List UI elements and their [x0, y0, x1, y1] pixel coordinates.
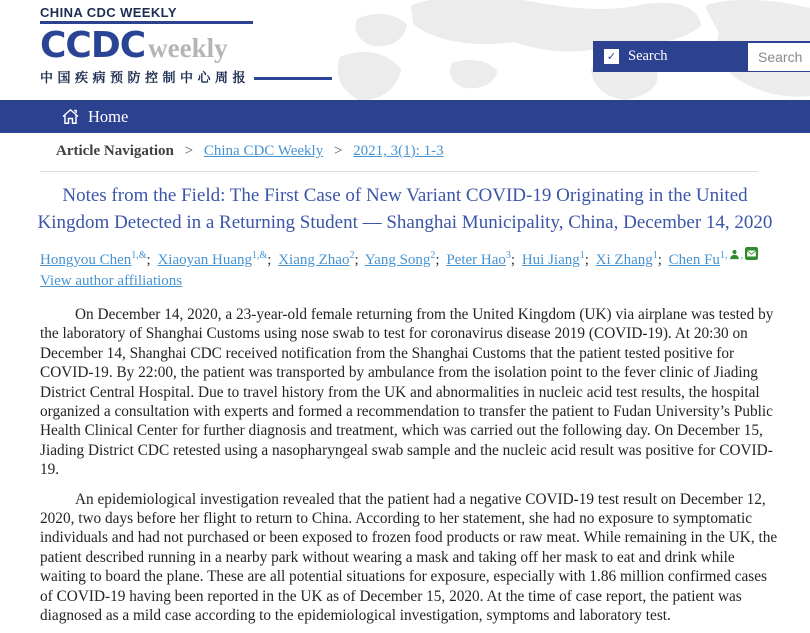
- author-separator: ;: [146, 252, 151, 268]
- author-link[interactable]: Hui Jiang: [521, 252, 580, 268]
- article-title: Notes from the Field: The First Case of New Variant COVID-19 Originating in the United Kingdom Detected in a Returning Student — Shanghai Municipality, China, December 14, 2020: [37, 185, 773, 233]
- main-navbar: [0, 100, 810, 133]
- author-separator: ;: [584, 252, 589, 268]
- author: [157, 252, 274, 268]
- author-superscript: 1,: [719, 250, 728, 261]
- breadcrumb-link-journal[interactable]: China CDC Weekly: [203, 143, 324, 159]
- author-separator: ;: [435, 252, 440, 268]
- home-icon: [61, 107, 80, 126]
- author-list: [40, 245, 782, 271]
- author-link[interactable]: Xiang Zhao: [278, 252, 350, 268]
- search-checkbox-label: Search: [628, 48, 668, 64]
- author-link[interactable]: Xi Zhang: [595, 252, 653, 268]
- author-link[interactable]: Hongyou Chen: [40, 252, 132, 268]
- logo-ccdc-text: CCDC: [40, 25, 146, 66]
- logo-underline: [254, 77, 332, 80]
- breadcrumb: [0, 133, 810, 168]
- author-superscript: 1: [579, 250, 585, 261]
- article-body: [40, 305, 780, 626]
- masthead-underline: [40, 21, 253, 24]
- author-superscript: 1,&: [252, 250, 268, 261]
- author-superscript: 3: [505, 250, 511, 261]
- author: [40, 252, 154, 268]
- author-superscript: 2: [349, 250, 355, 261]
- corresponding-author-icon: [727, 252, 740, 268]
- author: [365, 252, 443, 268]
- affiliations-row: [40, 273, 782, 290]
- author-corresponding: [669, 252, 758, 268]
- nav-home-label: Home: [88, 106, 129, 126]
- view-author-affiliations-link[interactable]: View author affiliations: [40, 273, 183, 289]
- author-link[interactable]: Peter Hao: [446, 252, 506, 268]
- author-separator: ;: [267, 252, 272, 268]
- breadcrumb-separator: >: [333, 143, 343, 159]
- author: [278, 252, 361, 268]
- author-separator: ;: [510, 252, 516, 268]
- author-superscript: 2: [430, 250, 436, 261]
- paragraph: An epidemiological investigation revealed that the patient had a negative COVID-19 test result on December 12, 2020, two days before her flight to return to China. According to her statement, she had no exposure to symptomatic individuals and had not purchased or been exposed to frozen food products or raw meat. While remaining in the UK, the patient described running in a nearby park without wearing a mask and taking off her mask to eat and drink while waiting to board the plane. These are all potential situations for exposure, especially with 1.86 million confirmed cases of COVID-19 having been reported in the UK as of December 15, 2020. At the time of case report, the patient was diagnosed as a mild case according to the epidemiological investigation, symptoms and laboratory test.: [40, 490, 778, 625]
- search-input[interactable]: [748, 43, 810, 71]
- breadcrumb-link-issue[interactable]: 2021, 3(1): 1-3: [353, 143, 444, 159]
- header-divider: [40, 171, 758, 172]
- author: [596, 252, 665, 268]
- author-separator: ;: [354, 252, 359, 268]
- logo-weekly-text: weekly: [148, 33, 228, 63]
- logo-wordmark: [40, 26, 332, 66]
- corresponding-icon-separator: ,: [740, 250, 743, 261]
- author-link[interactable]: Yang Song: [364, 252, 431, 268]
- paragraph: On December 14, 2020, a 23-year-old female returning from the United Kingdom (UK) via airplane was tested by the laboratory of Shanghai Customs using nose swab to test for coronavirus disease 2019 (COVID-19). At 20:30 on December 14, Shanghai CDC received notification from the Shanghai Customs that the patient tested positive for COVID-19. By 22:00, the patient was transported by ambulance from the isolation point to the fever clinic of Jiading District Central Hospital. Due to travel history from the UK and abnormalities in nucleic acid test results, the hospital organized a consultation with experts and formed a recommendation to transfer the patient to Fudan University’s Public Health Clinical Center for further diagnosis and treatment, which was carried out the following day. On December 15, Jiading District CDC retested using a nasopharyngeal swab sample and the nucleic acid result was positive for COVID-19.: [40, 306, 774, 479]
- author-separator: ;: [657, 252, 662, 268]
- author-superscript: 1,&: [131, 250, 147, 261]
- logo-chinese-text: 中国疾病预防控制中心周报: [40, 70, 251, 85]
- breadcrumb-separator: >: [184, 143, 194, 159]
- email-icon[interactable]: [743, 252, 758, 268]
- nav-home-link[interactable]: [61, 107, 128, 127]
- masthead-title: CHINA CDC WEEKLY: [40, 5, 177, 20]
- author-superscript: 1: [652, 250, 658, 261]
- search-bar: [593, 41, 810, 72]
- search-checkbox[interactable]: ✓: [604, 49, 619, 64]
- breadcrumb-label: Article Navigation: [56, 143, 174, 159]
- site-logo[interactable]: [40, 26, 332, 86]
- author: [446, 252, 518, 268]
- author: [522, 252, 592, 268]
- author-link[interactable]: Xiaoyan Huang: [157, 252, 253, 268]
- site-header: [0, 0, 810, 100]
- author-link[interactable]: Chen Fu: [668, 252, 720, 268]
